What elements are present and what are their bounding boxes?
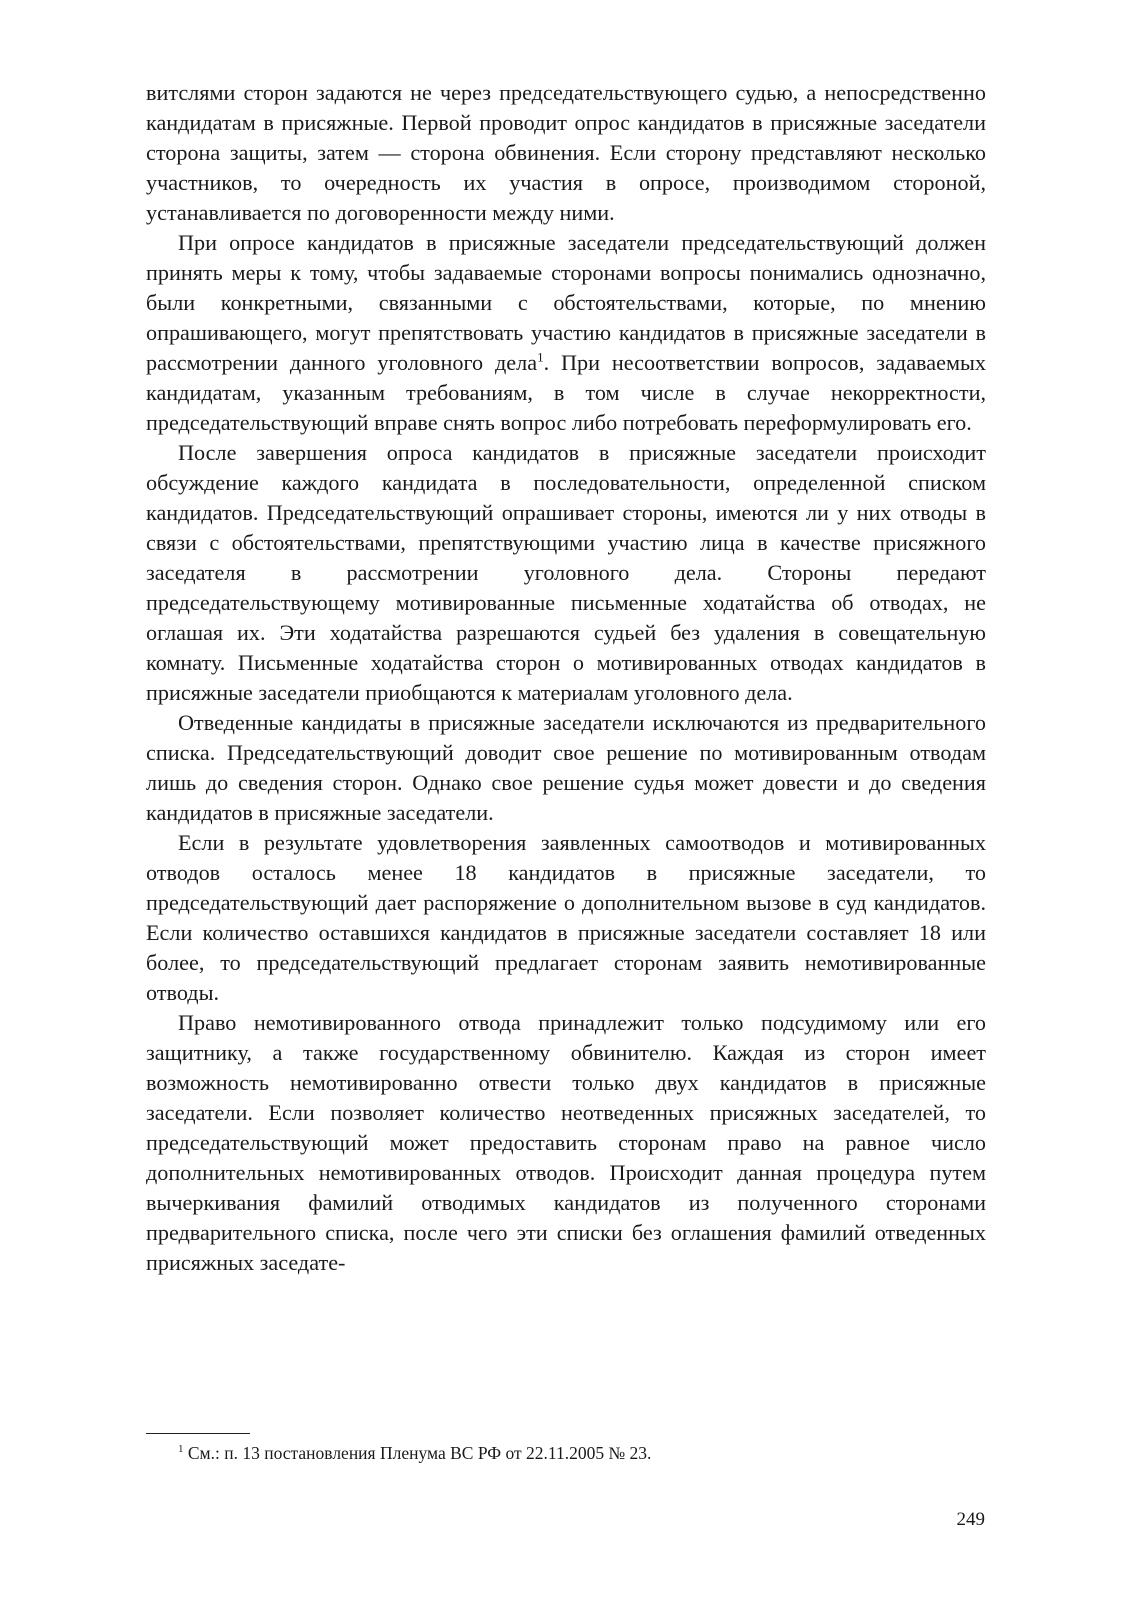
paragraph-6: Право немотивированного отвода принадлежит только подсудимому или его защитнику, а также государственному обвинителю. Каждая из сторон имеет возможность немотивированно отвести только двух кандидатов в присяжные заседатели. Если позволяет количество неотведенных присяжных заседателей, то председательствующий может предоставить сторонам право на равное число дополнительных немотивированных отводов. Происходит данная процедура путем вычеркивания фамилий отводимых кандидатов из полученного сторонами предварительного списка, после чего эти списки без оглашения фамилий отведенных присяжных заседате- xyxy=(146,1010,986,1275)
paragraph-4: Отведенные кандидаты в присяжные заседатели исключаются из предварительного списка. Председательствующий доводит свое решение по мотивированным отводам лишь до сведения сторон. Однако свое решение судья может довести и до сведения кандидатов в присяжные заседатели. xyxy=(146,710,986,825)
paragraph-1: витслями сторон задаются не через председательствующего судью, а непосредственно кандидатам в присяжные. Первой проводит опрос кандидатов в присяжные заседатели сторона защиты, затем — сторона обвинения. Если сторону представляют несколько участников, то очередность их участия в опросе, производимом стороной, устанавливается по договоренности между ними. xyxy=(146,80,986,225)
paragraph-2-text-start: При опросе кандидатов в присяжные заседатели председательствующий должен принять меры к тому, чтобы задаваемые сторонами вопросы понимались однозначно, были конкретными, связанными с обстоятельствами, которые, по мнению опрашивающего, могут препятствовать участию кандидатов в присяжные заседатели в рассмотрении данного уголовного дела xyxy=(146,230,986,375)
footnote-ref-1[interactable]: 1 xyxy=(537,349,544,365)
footnote-divider xyxy=(146,1433,250,1434)
page-body xyxy=(146,78,986,1278)
footnote-marker: 1 xyxy=(178,1443,184,1456)
paragraph-5: Если в результате удовлетворения заявленных самоотводов и мотивированных отводов осталось менее 18 кандидатов в присяжные заседатели, то председательствующий дает распоряжение о дополнительном вызове в суд кандидатов. Если количество оставшихся кандидатов в присяжные заседатели составляет 18 или более, то председательствующий предлагает сторонам заявить немотивированные отводы. xyxy=(146,830,986,1005)
paragraph-3: После завершения опроса кандидатов в присяжные заседатели происходит обсуждение каждого кандидата в последовательности, определенной списком кандидатов. Председательствующий опрашивает стороны, имеются ли у них отводы в связи с обстоятельствами, препятствующими участию лица в качестве присяжного заседателя в рассмотрении уголовного дела. Стороны передают председательствующему мотивированные письменные ходатайства об отводах, не оглашая их. Эти ходатайства разрешаются судьей без удаления в совещательную комнату. Письменные ходатайства сторон о мотивированных отводах кандидатов в присяжные заседатели приобщаются к материалам уголовного дела. xyxy=(146,440,986,705)
page-number: 249 xyxy=(956,1509,985,1530)
paragraph-2-text-end: . При несоответствии вопросов, задаваемых кандидатам, указанным требованиям, в том числе в случае некорректности, председательствующий вправе снять вопрос либо потребовать переформулировать его. xyxy=(146,350,986,435)
paragraph-2 xyxy=(146,228,986,438)
footnote-text: См.: п. 13 постановления Пленума ВС РФ от 22.11.2005 № 23. xyxy=(183,1443,652,1463)
footnote xyxy=(178,1442,651,1464)
